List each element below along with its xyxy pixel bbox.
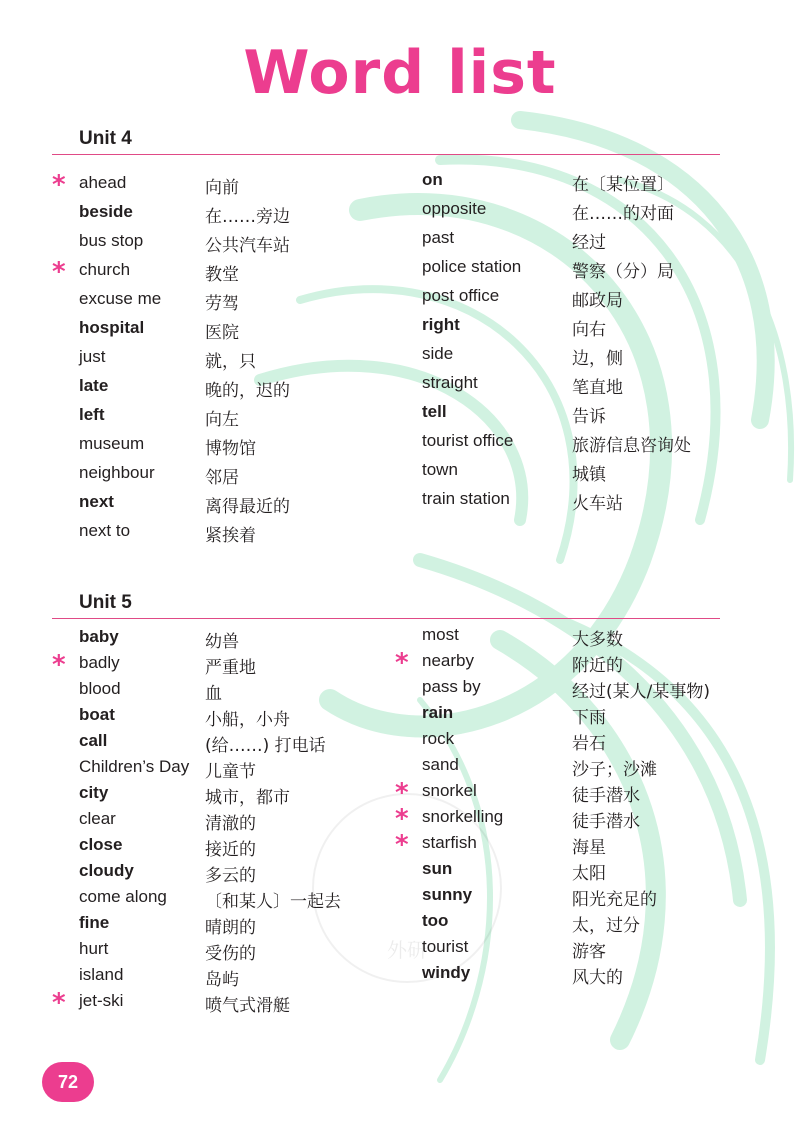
entry-word: side xyxy=(422,344,454,363)
entry-meaning: 劳驾 xyxy=(205,294,239,314)
entry-word: fine xyxy=(79,913,110,932)
entry-word: next xyxy=(79,492,114,511)
unit-heading: Unit 5 xyxy=(79,592,132,613)
entry-word: opposite xyxy=(422,199,487,218)
entry-meaning: 岩石 xyxy=(572,734,606,754)
entry-meaning: 向左 xyxy=(205,410,239,430)
word-entry xyxy=(79,679,409,708)
word-entry xyxy=(52,257,409,289)
entry-meaning: 博物馆 xyxy=(205,439,256,459)
entry-word: hospital xyxy=(79,318,145,337)
entry-meaning: 在〔某位置〕 xyxy=(572,175,674,195)
word-entry xyxy=(422,885,752,914)
entry-meaning: (给……) 打电话 xyxy=(205,736,326,756)
entry-meaning: 受伤的 xyxy=(205,944,256,964)
entry-word: ahead xyxy=(79,173,127,192)
entry-meaning: 清澈的 xyxy=(205,814,256,834)
entry-word: on xyxy=(422,170,443,189)
entry-meaning: 晚的，迟的 xyxy=(205,381,290,401)
entry-meaning: 徒手潜水 xyxy=(572,786,640,806)
word-entry xyxy=(422,431,752,460)
word-entry xyxy=(422,859,752,888)
entry-meaning: 紧挨着 xyxy=(205,526,256,546)
page-number: 72 xyxy=(42,1062,94,1102)
entry-word: next to xyxy=(79,521,131,540)
entry-word: museum xyxy=(79,434,145,453)
entry-word: train station xyxy=(422,489,510,508)
entry-meaning: 医院 xyxy=(205,323,239,343)
entry-meaning: 小船，小舟 xyxy=(205,710,290,730)
entry-word: hurt xyxy=(79,939,109,958)
entry-word: left xyxy=(79,405,105,424)
entry-word: snorkelling xyxy=(422,807,504,826)
word-entry xyxy=(395,778,752,810)
word-entry xyxy=(52,170,409,202)
word-entry xyxy=(79,835,409,864)
entry-word: boat xyxy=(79,705,115,724)
entry-meaning: 在……旁边 xyxy=(205,207,290,227)
word-entry xyxy=(79,913,409,942)
word-entry xyxy=(79,463,409,492)
entry-word: sunny xyxy=(422,885,473,904)
entry-word: come along xyxy=(79,887,167,906)
word-entry xyxy=(422,170,752,199)
entry-meaning: 就，只 xyxy=(205,352,256,372)
entry-meaning: 晴朗的 xyxy=(205,918,256,938)
word-entry xyxy=(79,731,409,760)
word-entry xyxy=(79,231,409,260)
entry-meaning: 沙子；沙滩 xyxy=(572,760,657,780)
entry-word: beside xyxy=(79,202,133,221)
word-entry xyxy=(79,887,409,916)
entry-meaning: 经过(某人/某事物) xyxy=(572,682,710,702)
entry-meaning: 太，过分 xyxy=(572,916,640,936)
entry-meaning: 儿童节 xyxy=(205,762,256,782)
entry-word: right xyxy=(422,315,460,334)
entry-meaning: 教堂 xyxy=(205,265,239,285)
entry-word: late xyxy=(79,376,109,395)
entry-meaning: 游客 xyxy=(572,942,606,962)
entry-meaning: 多云的 xyxy=(205,866,256,886)
entry-meaning: 幼兽 xyxy=(205,632,239,652)
word-entry xyxy=(79,939,409,968)
entry-word: tell xyxy=(422,402,447,421)
word-entry xyxy=(79,289,409,318)
entry-meaning: 风大的 xyxy=(572,968,623,988)
entry-meaning: 警察（分）局 xyxy=(572,262,674,282)
word-entry xyxy=(52,988,409,1020)
entry-word: island xyxy=(79,965,124,984)
entry-word: too xyxy=(422,911,449,930)
entry-meaning: 阳光充足的 xyxy=(572,890,657,910)
entry-meaning: 大多数 xyxy=(572,630,623,650)
entry-word: bus stop xyxy=(79,231,144,250)
entry-word: church xyxy=(79,260,131,279)
entry-word: call xyxy=(79,731,108,750)
entry-meaning: 附近的 xyxy=(572,656,623,676)
word-entry xyxy=(79,434,409,463)
entry-meaning: 岛屿 xyxy=(205,970,239,990)
entry-word: town xyxy=(422,460,458,479)
unit-heading: Unit 4 xyxy=(79,128,132,149)
entry-word: tourist xyxy=(422,937,469,956)
entry-meaning: 徒手潜水 xyxy=(572,812,640,832)
entry-meaning: 严重地 xyxy=(205,658,256,678)
word-entry xyxy=(422,257,752,286)
word-entry xyxy=(79,861,409,890)
word-entry xyxy=(422,911,752,940)
entry-meaning: 经过 xyxy=(572,233,606,253)
entry-meaning: 告诉 xyxy=(572,407,606,427)
entry-word: starfish xyxy=(422,833,477,852)
entry-meaning: 边，侧 xyxy=(572,349,623,369)
entry-word: close xyxy=(79,835,123,854)
entry-word: city xyxy=(79,783,109,802)
word-entry xyxy=(422,729,752,758)
entry-meaning: 血 xyxy=(205,684,222,704)
entry-meaning: 在……的对面 xyxy=(572,204,674,224)
word-entry xyxy=(422,315,752,344)
entry-word: baby xyxy=(79,627,119,646)
entry-meaning: 向前 xyxy=(205,178,239,198)
word-entry xyxy=(79,705,409,734)
entry-word: neighbour xyxy=(79,463,155,482)
asterisk-icon: * xyxy=(52,257,66,287)
entry-word: Children’s Day xyxy=(79,757,190,776)
word-entry xyxy=(422,489,752,518)
entry-word: excuse me xyxy=(79,289,162,308)
entry-meaning: 向右 xyxy=(572,320,606,340)
word-entry xyxy=(422,625,752,654)
entry-meaning: 邮政局 xyxy=(572,291,623,311)
entry-word: most xyxy=(422,625,459,644)
word-entry xyxy=(79,965,409,994)
word-entry xyxy=(422,286,752,315)
entry-meaning: 〔和某人〕一起去 xyxy=(205,892,341,912)
asterisk-icon: * xyxy=(52,170,66,200)
word-entry xyxy=(422,937,752,966)
word-entry xyxy=(395,804,752,836)
asterisk-icon: * xyxy=(395,830,409,860)
asterisk-icon: * xyxy=(395,648,409,678)
asterisk-icon: * xyxy=(52,988,66,1018)
entry-word: jet-ski xyxy=(79,991,124,1010)
word-entry xyxy=(79,376,409,405)
entry-word: just xyxy=(79,347,106,366)
word-entry xyxy=(79,202,409,231)
entry-meaning: 公共汽车站 xyxy=(205,236,290,256)
entry-word: blood xyxy=(79,679,121,698)
word-entry xyxy=(79,521,409,550)
entry-meaning: 邻居 xyxy=(205,468,239,488)
entry-word: tourist office xyxy=(422,431,514,450)
entry-meaning: 城镇 xyxy=(572,465,606,485)
page-title: Word list xyxy=(243,38,557,108)
word-entry xyxy=(422,344,752,373)
entry-word: police station xyxy=(422,257,522,276)
entry-word: rain xyxy=(422,703,454,722)
word-entry xyxy=(79,783,409,812)
entry-word: sun xyxy=(422,859,453,878)
word-entry xyxy=(422,677,752,706)
word-entry xyxy=(79,492,409,521)
word-entry xyxy=(422,373,752,402)
word-entry xyxy=(79,627,409,656)
entry-meaning: 太阳 xyxy=(572,864,606,884)
entry-word: nearby xyxy=(422,651,474,670)
unit-divider xyxy=(52,618,720,619)
entry-word: clear xyxy=(79,809,116,828)
word-entry xyxy=(79,318,409,347)
entry-meaning: 接近的 xyxy=(205,840,256,860)
word-entry xyxy=(422,703,752,732)
entry-word: straight xyxy=(422,373,478,392)
entry-meaning: 离得最近的 xyxy=(205,497,290,517)
word-entry xyxy=(79,347,409,376)
asterisk-icon: * xyxy=(52,650,66,680)
entry-meaning: 城市，都市 xyxy=(205,788,290,808)
word-entry xyxy=(422,199,752,228)
word-entry xyxy=(422,402,752,431)
entry-word: rock xyxy=(422,729,455,748)
word-entry xyxy=(79,809,409,838)
entry-meaning: 笔直地 xyxy=(572,378,623,398)
entry-meaning: 火车站 xyxy=(572,494,623,514)
entry-word: badly xyxy=(79,653,120,672)
asterisk-icon: * xyxy=(395,778,409,808)
unit-divider xyxy=(52,154,720,155)
asterisk-icon: * xyxy=(395,804,409,834)
watermark-text: 外研 xyxy=(387,938,427,962)
word-entry xyxy=(422,460,752,489)
word-entry xyxy=(52,650,409,682)
entry-word: snorkel xyxy=(422,781,477,800)
word-entry xyxy=(395,648,752,680)
entry-word: pass by xyxy=(422,677,481,696)
entry-word: sand xyxy=(422,755,459,774)
entry-word: windy xyxy=(422,963,471,982)
entry-meaning: 旅游信息咨询处 xyxy=(572,436,691,456)
entry-meaning: 喷气式滑艇 xyxy=(205,996,290,1016)
entry-word: post office xyxy=(422,286,500,305)
word-entry xyxy=(395,830,752,862)
entry-word: cloudy xyxy=(79,861,134,880)
word-entry xyxy=(422,963,752,992)
word-entry xyxy=(79,757,409,786)
word-entry xyxy=(79,405,409,434)
entry-meaning: 海星 xyxy=(572,838,606,858)
word-entry xyxy=(422,228,752,257)
word-entry xyxy=(422,755,752,784)
entry-word: past xyxy=(422,228,455,247)
entry-meaning: 下雨 xyxy=(572,708,606,728)
